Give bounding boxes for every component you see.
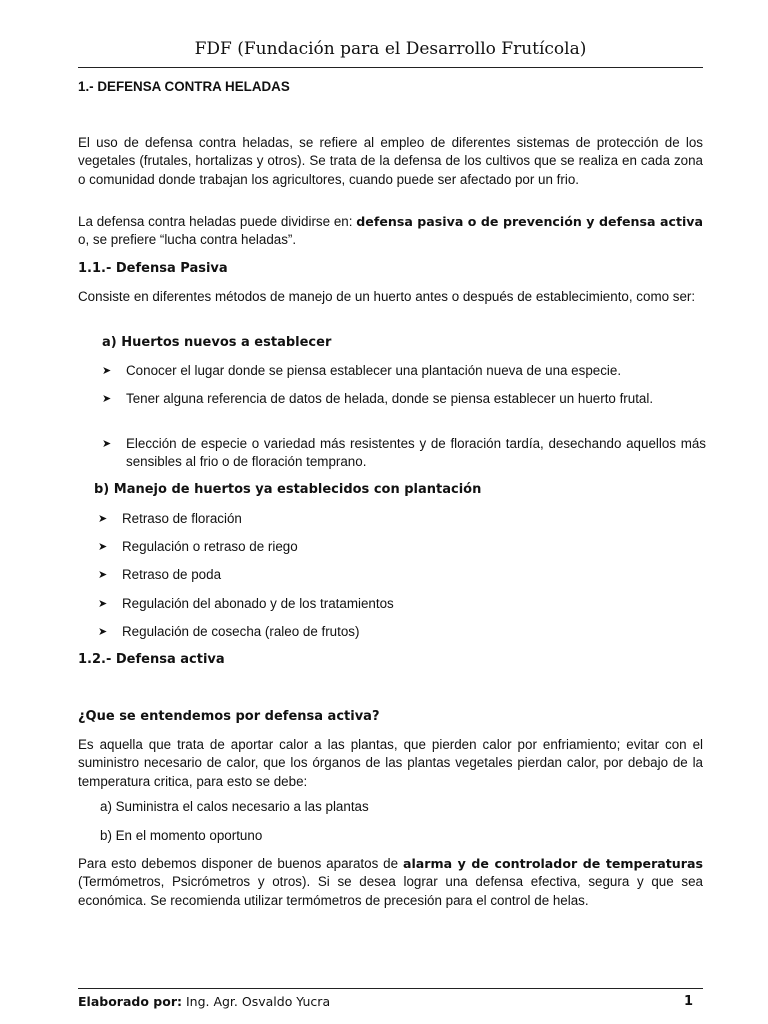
header-divider: [78, 67, 703, 68]
list-item: b) En el momento oportuno: [100, 828, 263, 843]
arrowhead-bullet-icon: ➤: [98, 541, 108, 553]
arrowhead-bullet-icon: ➤: [98, 513, 108, 525]
section-heading-1-2: 1.2.- Defensa activa: [78, 652, 225, 667]
list-item: a) Suministra el calos necesario a las plantas: [100, 799, 369, 814]
question-heading: ¿Que se entendemos por defensa activa?: [78, 709, 380, 724]
paragraph-division-start: La defensa contra heladas puede dividirse en:: [78, 214, 357, 229]
arrowhead-bullet-icon: ➤: [98, 569, 108, 581]
paragraph-instruments-end: (Termómetros, Psicrómetros y otros). Si se desea lograr una defensa efectiva, segura y que sea económica. Se recomienda utilizar termómetros de precesión para el control de helas.: [78, 874, 703, 908]
arrowhead-bullet-icon: ➤: [98, 598, 108, 610]
list-item-text: Regulación de cosecha (raleo de frutos): [122, 624, 360, 639]
list-item-text: Retraso de floración: [122, 511, 242, 526]
list-item: [98, 623, 702, 643]
list-item-text: Conocer el lugar donde se piensa establecer una plantación nueva de una especie.: [126, 363, 622, 378]
page-number: 1: [684, 994, 694, 1009]
subheading-a: a) Huertos nuevos a establecer: [102, 335, 332, 350]
arrowhead-bullet-icon: ➤: [102, 365, 112, 377]
subheading-b: b) Manejo de huertos ya establecidos con plantación: [94, 482, 482, 497]
list-item: [102, 362, 706, 382]
section-heading-1: 1.- DEFENSA CONTRA HELADAS: [78, 79, 290, 94]
arrowhead-bullet-icon: ➤: [102, 438, 112, 450]
list-item-text: Elección de especie o variedad más resistentes y de floración tardía, desechando aquellos más sensibles al frio o de floración temprano.: [126, 436, 706, 470]
paragraph-active-definition: Es aquella que trata de aportar calor a las plantas, que pierden calor por enfriamiento; evitar con el suministro necesario de calor, que los órganos de las plantas vegetales pierdan calor, por debajo de la temperatura critica, para esto se debe:: [78, 737, 703, 789]
footer-author-name: Ing. Agr. Osvaldo Yucra: [181, 994, 331, 1009]
arrowhead-bullet-icon: ➤: [98, 626, 108, 638]
list-item-text: Tener alguna referencia de datos de helada, donde se piensa establecer un huerto frutal.: [126, 391, 654, 406]
page-header-title: FDF (Fundación para el Desarrollo Frutícola): [194, 39, 587, 59]
paragraph-instruments: [78, 855, 703, 910]
list-item: [102, 435, 706, 473]
paragraph-division-bold: defensa pasiva o de prevención y defensa activa: [356, 214, 703, 229]
paragraph-division-end: o, se prefiere “lucha contra heladas”.: [78, 232, 297, 248]
paragraph-instruments-start: Para esto debemos disponer de buenos aparatos de: [78, 856, 403, 871]
list-item: [102, 390, 706, 428]
list-item-text: Regulación del abonado y de los tratamientos: [122, 596, 394, 611]
footer-author: [78, 994, 330, 1009]
section-heading-1-1: 1.1.- Defensa Pasiva: [78, 261, 228, 276]
list-item: [98, 538, 702, 558]
list-item: [98, 566, 702, 586]
paragraph-intro: El uso de defensa contra heladas, se refiere al empleo de diferentes sistemas de protección de los vegetales (frutales, hortalizas y otros). Se trata de la defensa de los cultivos que se realiza en cada zona o comunidad donde trabajan los agricultores, cuando puede ser afectado por un frio.: [78, 135, 703, 187]
paragraph-instruments-bold: alarma y de controlador de temperaturas: [402, 856, 703, 871]
footer-divider: [78, 988, 703, 989]
paragraph-division: [78, 213, 703, 250]
list-item-text: Retraso de poda: [122, 567, 222, 582]
list-item: [98, 595, 702, 615]
list-item: [98, 510, 702, 530]
paragraph-passive-intro: Consiste en diferentes métodos de manejo de un huerto antes o después de establecimiento, como ser:: [78, 289, 696, 304]
list-item-text: Regulación o retraso de riego: [122, 539, 298, 554]
arrowhead-bullet-icon: ➤: [102, 393, 112, 405]
footer-label: Elaborado por:: [78, 994, 182, 1009]
